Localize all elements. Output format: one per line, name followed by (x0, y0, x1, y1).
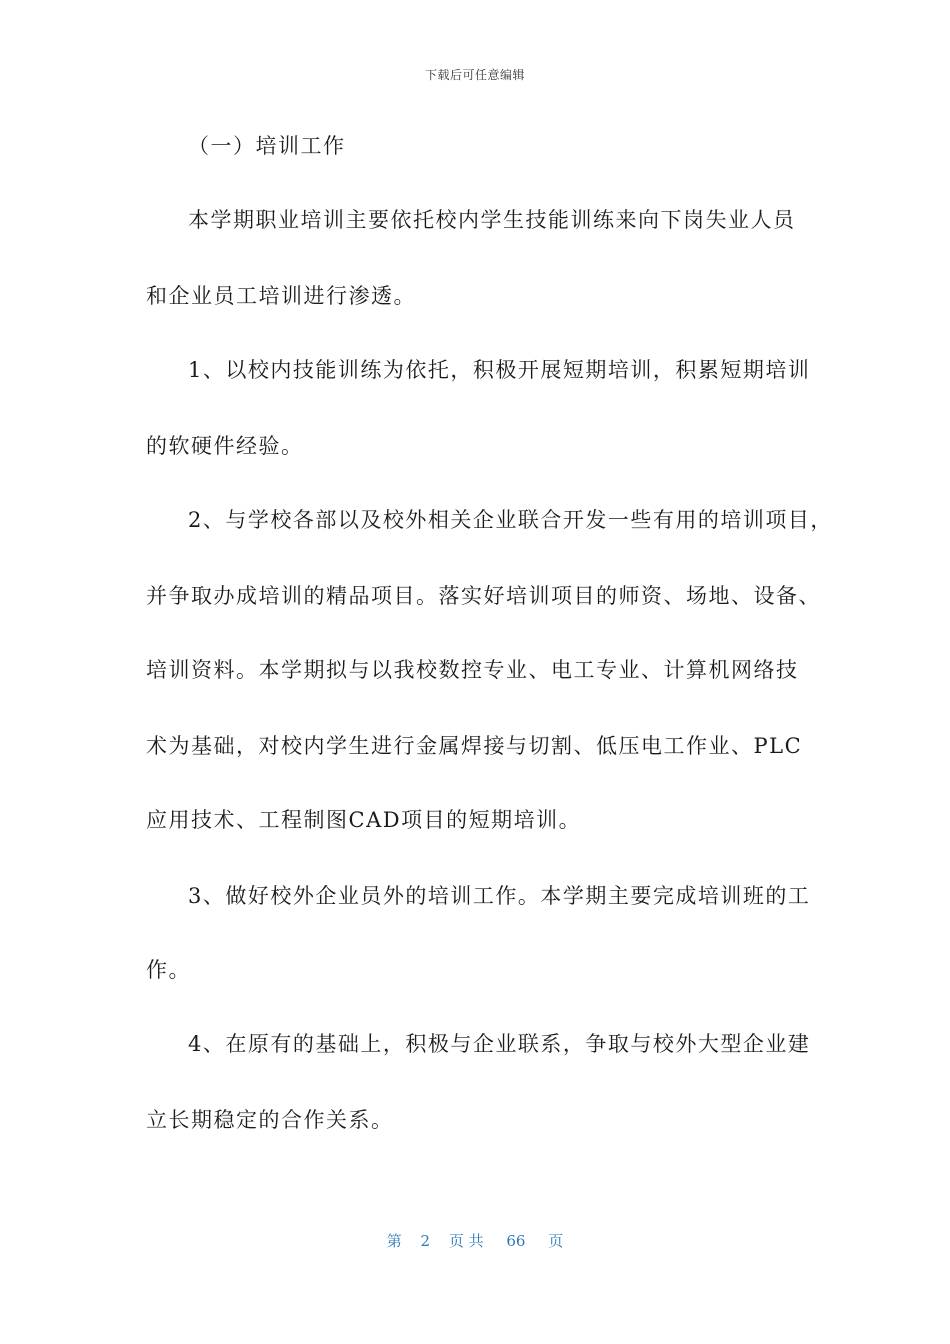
total-page-count: 66 (506, 1232, 526, 1250)
paragraph-line: 4、在原有的基础上，积极与企业联系，争取与校外大型企业建 (188, 1032, 811, 1056)
paragraph-line: 3、做好校外企业员外的培训工作。本学期主要完成培训班的工 (188, 884, 811, 908)
paragraph-line: 1、以校内技能训练为依托，积极开展短期培训，积累短期培训 (188, 358, 811, 382)
paragraph-line: 本学期职业培训主要依托校内学生技能训练来向下岗失业人员 (188, 208, 796, 232)
paragraph-line: 作。 (146, 958, 191, 982)
paragraph-line: 的软硬件经验。 (146, 434, 304, 458)
page-header: 下载后可任意编辑 (424, 68, 525, 82)
current-page-number: 2 (420, 1232, 431, 1250)
paragraph-line: 并争取办成培训的精品项目。落实好培训项目的师资、场地、设备、 (146, 584, 821, 608)
paragraph-line: 术为基础，对校内学生进行金属焊接与切割、低压电工作业、PLC (146, 734, 803, 758)
paragraph-line: 应用技术、工程制图CAD项目的短期培训。 (146, 808, 582, 832)
section-heading: （一）培训工作 (188, 134, 346, 158)
footer-middle: 页 共 (448, 1232, 484, 1250)
paragraph-line: 培训资料。本学期拟与以我校数控专业、电工专业、计算机网络技 (146, 658, 799, 682)
footer-prefix: 第 (386, 1232, 402, 1250)
paragraph-line: 和企业员工培训进行渗透。 (146, 284, 416, 308)
paragraph-line: 立长期稳定的合作关系。 (146, 1108, 394, 1132)
footer-suffix: 页 (548, 1232, 564, 1250)
page-footer (0, 1230, 950, 1251)
paragraph-line: 2、与学校各部以及校外相关企业联合开发一些有用的培训项目， (188, 508, 833, 532)
